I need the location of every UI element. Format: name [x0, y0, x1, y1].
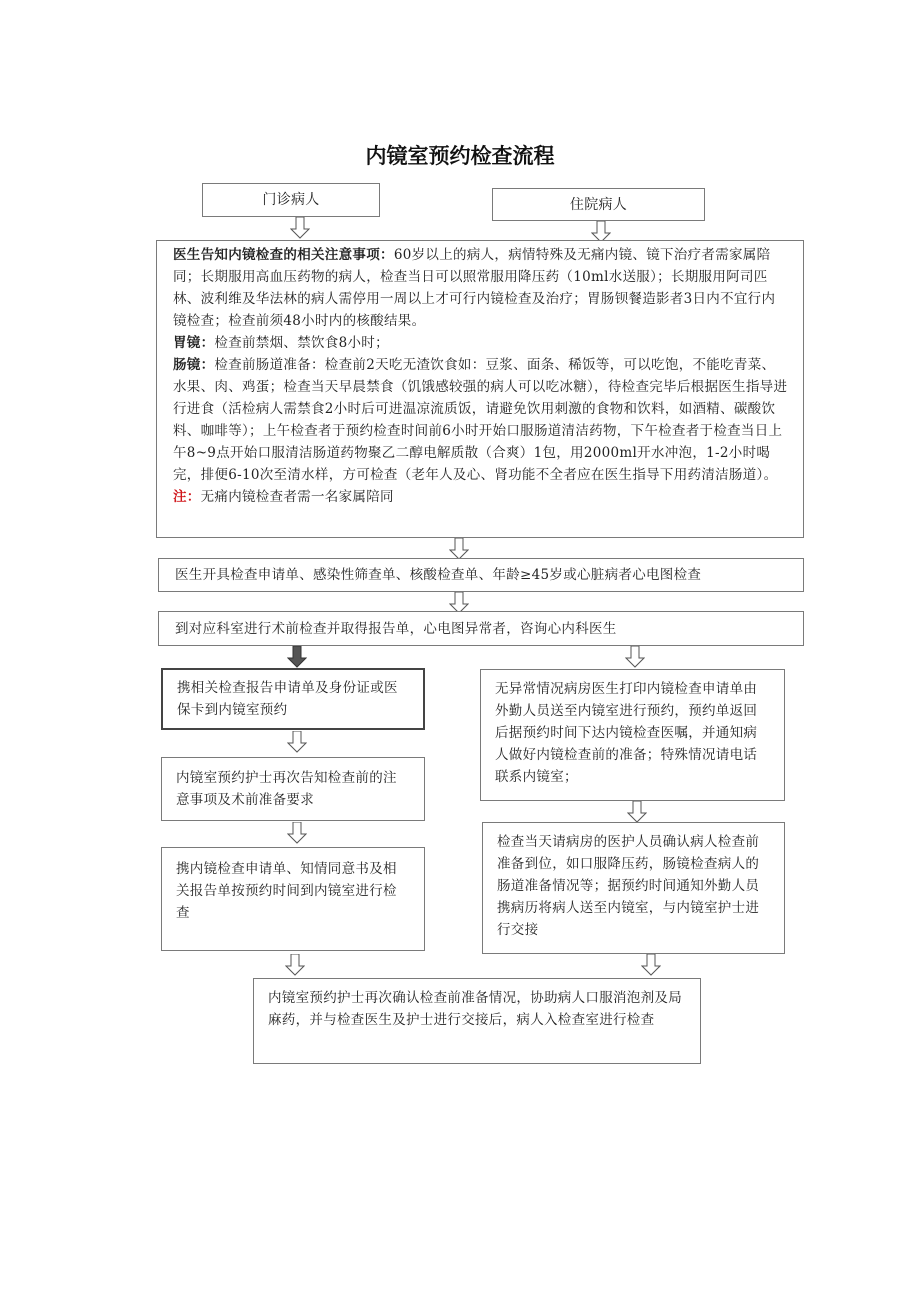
flow-arrow-icon	[625, 646, 645, 668]
notice-intro	[173, 244, 789, 332]
outpatient-label: 门诊病人	[262, 192, 320, 208]
final-step-text: 内镜室预约护士再次确认检查前准备情况，协助病人口服消泡剂及局麻药，并与检查医生及护士进行交接后，病人入检查室进行检查	[268, 990, 682, 1028]
outpatient-step-3-text: 携内镜检查申请单、知情同意书及相关报告单按预约时间到内镜室进行检查	[176, 861, 397, 921]
exam-orders-box	[158, 558, 804, 592]
outpatient-step-2-text: 内镜室预约护士再次告知检查前的注意事项及术前准备要求	[176, 770, 397, 808]
inpatient-step-1-text: 无异常情况病房医生打印内镜检查申请单由外勤人员送至内镜室进行预约，预约单返回后据预约时间下达内镜检查医嘱，并通知病人做好内镜检查前的准备；特殊情况请电话联系内镜室；	[495, 681, 758, 785]
colonoscopy-label: 肠镜：	[173, 357, 215, 373]
inpatient-box	[492, 188, 705, 221]
outpatient-step-1	[161, 668, 425, 730]
flow-arrow-icon	[449, 538, 469, 560]
flow-arrow-icon	[287, 646, 307, 668]
inpatient-step-1	[480, 669, 785, 801]
gastroscopy-label: 胃镜：	[173, 335, 215, 351]
outpatient-step-3	[161, 847, 425, 951]
page-title: 内镜室预约检查流程	[365, 144, 555, 168]
outpatient-step-1-text: 携相关检查报告申请单及身份证或医保卡到内镜室预约	[177, 680, 398, 718]
flow-arrow-icon	[641, 954, 661, 976]
inpatient-step-2	[482, 822, 785, 954]
exam-orders-text: 医生开具检查申请单、感染性筛查单、核酸检查单、年龄≥45岁或心脏病者心电图检查	[175, 567, 702, 583]
notice-intro-text: 60岁以上的病人，病情特殊及无痛内镜、镜下治疗者需家属陪同；长期服用高血压药物的病人，检查当日可以照常服用降压药（10ml水送服）；长期服用阿司匹林、波利维及华法林的病人需停用一周以上才可行内镜检查及治疗；胃肠钡餐造影者3日内不宜行内镜检查；检查前须48小时内的核酸结果。	[173, 247, 776, 329]
final-step-box	[253, 978, 701, 1064]
flow-arrow-icon	[290, 217, 310, 239]
flow-arrow-icon	[287, 731, 307, 753]
notice-note	[173, 486, 789, 508]
flow-arrow-icon	[285, 954, 305, 976]
notice-colonoscopy	[173, 354, 789, 486]
flow-arrow-icon	[287, 822, 307, 844]
notice-intro-label: 医生告知内镜检查的相关注意事项：	[173, 247, 394, 263]
inpatient-step-2-text: 检查当天请病房的医护人员确认病人检查前准备到位，如口服降压药，肠镜检查病人的肠道准备情况等；据预约时间通知外勤人员携病历将病人送至内镜室，与内镜室护士进行交接	[497, 834, 760, 938]
outpatient-step-2	[161, 757, 425, 821]
note-label: 注：	[173, 489, 201, 505]
gastroscopy-text: 检查前禁烟、禁饮食8小时；	[214, 335, 389, 351]
notice-box	[156, 240, 804, 538]
preop-exam-box	[158, 611, 804, 646]
inpatient-label: 住院病人	[569, 196, 628, 213]
note-text: 无痛内镜检查者需一名家属陪同	[200, 489, 394, 505]
outpatient-box	[202, 183, 380, 217]
colonoscopy-text: 检查前肠道准备：检查前2天吃无渣饮食如：豆浆、面条、稀饭等，可以吃饱，不能吃青菜、水果、肉、鸡蛋；检查当天早晨禁食（饥饿感较强的病人可以吃冰糖），待检查完毕后根据医生指导进行进食（活检病人需禁食2小时后可进温凉流质饭，请避免饮用刺激的食物和饮料，如酒精、碳酸饮料、咖啡等）；上午检查者于预约检查时间前6小时开始口服肠道清洁药物，下午检查者于检查当日上午8~9点开始口服清洁肠道药物聚乙二醇电解质散（合爽）1包，用2000ml开水冲泡，1-2小时喝完，排便6-10次至清水样，方可检查（老年人及心、肾功能不全者应在医生指导下用药清洁肠道）。	[173, 357, 788, 483]
flow-arrow-icon	[627, 801, 647, 823]
notice-gastroscopy	[173, 332, 789, 354]
preop-exam-text: 到对应科室进行术前检查并取得报告单，心电图异常者，咨询心内科医生	[175, 620, 617, 637]
